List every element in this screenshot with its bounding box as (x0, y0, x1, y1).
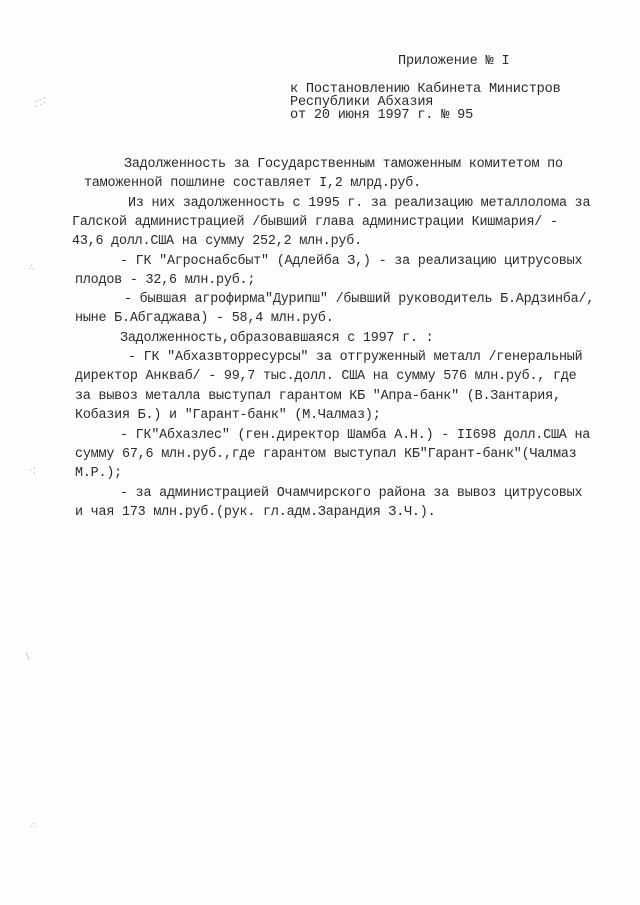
date-number-line: от 20 июня 1997 г. № 95 (290, 108, 474, 123)
body-line: - бывшая агрофирма"Дурипш" /бывший руководитель Б.Ардзинба/, (124, 292, 595, 307)
scan-speck: ∵ (27, 464, 39, 479)
scan-speck: ⁞ (23, 650, 32, 663)
body-line: Кобазия Б.) и "Гарант-банк" (М.Чалмаз); (75, 408, 381, 423)
body-line: за вывоз металла выступал гарантом КБ "Апра-банк" (В.Зантария, (75, 389, 561, 404)
body-line: директор Анкваб/ - 99,7 тыс.долл. США на сумму 576 млн.руб., где (75, 369, 577, 384)
body-line: Из них задолженность с 1995 г. за реализацию металлолома за (128, 196, 591, 211)
body-line: - ГК"Абхазлес" (ген.директор Шамба А.Н.) - II698 долл.США на (120, 428, 591, 443)
republic-line: Республики Абхазия (290, 95, 434, 110)
body-line: - за администрацией Очамчирского района за вывоз цитрусовых (120, 486, 583, 501)
annex-label: Приложение № I (398, 54, 510, 69)
body-line: таможенной пошлине составляет I,2 млрд.руб. (84, 176, 421, 191)
body-line: Задолженность,образовавшаяся с 1997 г. : (120, 331, 434, 346)
scan-speck: ∴∵ (31, 94, 49, 111)
body-line: плодов - 32,6 млн.руб.; (75, 273, 256, 288)
body-line: М.Р.); (75, 466, 123, 481)
body-line: и чая 173 млн.руб.(рук. гл.адм.Зарандия З.Ч.). (75, 505, 436, 520)
body-line: - ГК "Абхазвторресурсы" за отгруженный металл /генеральный (128, 350, 583, 365)
body-line: 43,6 долл.США на сумму 252,2 млн.руб. (72, 234, 362, 249)
body-line: сумму 67,6 млн.руб.,где гарантом выступал КБ"Гарант-банк"(Чалмаз (75, 447, 577, 462)
scan-speck: ⁖ (27, 819, 38, 834)
body-line: Задолженность за Государственным таможенным комитетом по (124, 157, 563, 172)
body-line: Галской администрацией /бывший глава администрации Кишмария/ - (72, 215, 558, 230)
resolution-line: к Постановлению Кабинета Министров (290, 82, 561, 97)
body-line: ныне Б.Абгаджава) - 58,4 млн.руб. (75, 311, 334, 326)
scan-speck: ⁖ (25, 261, 36, 276)
body-line: - ГК "Агроснабсбыт" (Адлейба З,) - за реализацию цитрусовых (120, 254, 583, 269)
